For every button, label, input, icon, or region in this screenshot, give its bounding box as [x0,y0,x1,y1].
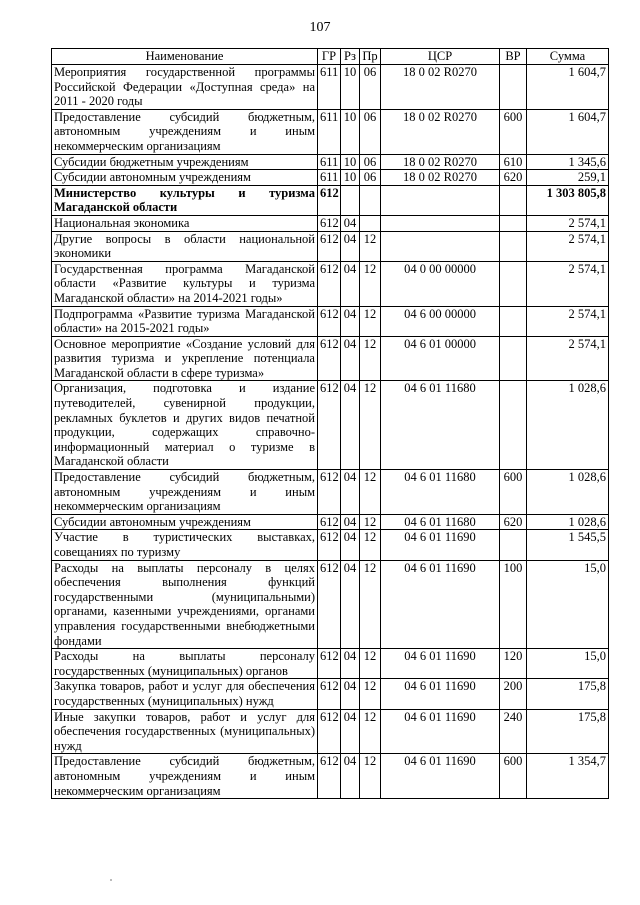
row-csr-cell: 04 6 01 11690 [381,560,500,649]
row-vr-cell: 620 [500,514,527,530]
row-gr-cell: 612 [318,306,341,336]
row-sum-cell: 1 028,6 [527,514,609,530]
row-gr-cell: 611 [318,170,341,186]
row-sum-cell: 1 028,6 [527,381,609,470]
row-pr-cell: 12 [360,514,381,530]
row-pr-cell: 12 [360,336,381,381]
row-csr-cell [381,185,500,215]
row-rz-cell [341,185,360,215]
row-rz-cell: 04 [341,215,360,231]
row-gr-cell: 612 [318,261,341,306]
table-header-row [52,49,609,65]
row-vr-cell [500,231,527,261]
row-name-cell: Мероприятия государственной программы Российской Федерации «Доступная среда» на 2011 - 2020 годы [52,65,318,110]
row-vr-cell: 600 [500,109,527,154]
row-name-cell: Министерство культуры и туризма Магаданской области [52,185,318,215]
header-vr: ВР [500,49,527,65]
row-sum-cell: 2 574,1 [527,261,609,306]
row-gr-cell: 612 [318,185,341,215]
row-rz-cell: 04 [341,336,360,381]
row-csr-cell [381,215,500,231]
row-name-cell: Основное мероприятие «Создание условий для развития туризма и укрепление потенциала Магаданской области в сфере туризма» [52,336,318,381]
row-pr-cell: 12 [360,649,381,679]
table-row [52,65,609,110]
row-rz-cell: 04 [341,649,360,679]
row-csr-cell: 04 6 01 11690 [381,709,500,754]
row-csr-cell: 04 6 01 11690 [381,679,500,709]
table-row [52,215,609,231]
row-csr-cell: 04 6 01 11690 [381,530,500,560]
row-rz-cell: 10 [341,154,360,170]
table-row [52,560,609,649]
row-pr-cell: 12 [360,530,381,560]
row-vr-cell: 620 [500,170,527,186]
row-gr-cell: 612 [318,649,341,679]
row-gr-cell: 611 [318,109,341,154]
row-sum-cell: 1 604,7 [527,109,609,154]
row-vr-cell: 100 [500,560,527,649]
row-vr-cell [500,261,527,306]
page-number: 107 [309,20,331,35]
row-name-cell: Другие вопросы в области национальной экономики [52,231,318,261]
header-rz: Рз [341,49,360,65]
row-rz-cell: 10 [341,65,360,110]
row-name-cell: Национальная экономика [52,215,318,231]
row-sum-cell: 1 545,5 [527,530,609,560]
row-gr-cell: 612 [318,336,341,381]
row-sum-cell: 1 303 805,8 [527,185,609,215]
row-name-cell: Предоставление субсидий бюджетным, автономным учреждениям и иным некоммерческим организациям [52,470,318,515]
row-name-cell: Расходы на выплаты персоналу в целях обеспечения выполнения функций государственными (муниципальными) органами, казенными учреждениями, органами управления государственными внебюджетными фондами [52,560,318,649]
row-gr-cell: 612 [318,530,341,560]
row-gr-cell: 612 [318,709,341,754]
row-gr-cell: 612 [318,381,341,470]
row-vr-cell: 120 [500,649,527,679]
row-pr-cell: 12 [360,754,381,799]
row-csr-cell: 04 6 01 11680 [381,381,500,470]
row-pr-cell: 12 [360,679,381,709]
row-vr-cell: 240 [500,709,527,754]
row-name-cell: Субсидии бюджетным учреждениям [52,154,318,170]
row-sum-cell: 2 574,1 [527,306,609,336]
row-pr-cell: 12 [360,306,381,336]
row-csr-cell: 18 0 02 R0270 [381,65,500,110]
header-name: Наименование [52,49,318,65]
row-rz-cell: 04 [341,754,360,799]
row-rz-cell: 10 [341,109,360,154]
row-csr-cell: 04 6 01 11690 [381,754,500,799]
table-row [52,231,609,261]
row-vr-cell [500,65,527,110]
row-vr-cell: 200 [500,679,527,709]
header-csr: ЦСР [381,49,500,65]
row-vr-cell [500,215,527,231]
table-row [52,261,609,306]
row-sum-cell: 259,1 [527,170,609,186]
row-pr-cell: 12 [360,470,381,515]
row-csr-cell: 18 0 02 R0270 [381,109,500,154]
row-rz-cell: 04 [341,679,360,709]
row-gr-cell: 612 [318,754,341,799]
row-name-cell: Расходы на выплаты персоналу государственных (муниципальных) органов [52,649,318,679]
row-csr-cell: 04 6 00 00000 [381,306,500,336]
row-rz-cell: 04 [341,514,360,530]
row-rz-cell: 04 [341,306,360,336]
row-rz-cell: 04 [341,709,360,754]
table-row [52,530,609,560]
row-gr-cell: 612 [318,679,341,709]
row-pr-cell: 06 [360,109,381,154]
row-sum-cell: 1 604,7 [527,65,609,110]
row-pr-cell: 12 [360,261,381,306]
row-vr-cell: 610 [500,154,527,170]
row-csr-cell: 04 6 01 11680 [381,514,500,530]
table-row [52,754,609,799]
row-vr-cell [500,381,527,470]
row-csr-cell: 04 0 00 00000 [381,261,500,306]
row-pr-cell: 12 [360,560,381,649]
row-sum-cell: 175,8 [527,679,609,709]
row-vr-cell: 600 [500,754,527,799]
row-gr-cell: 612 [318,470,341,515]
row-csr-cell: 04 6 01 11690 [381,649,500,679]
row-gr-cell: 612 [318,560,341,649]
row-gr-cell: 612 [318,514,341,530]
table-row [52,514,609,530]
row-sum-cell: 2 574,1 [527,336,609,381]
table-row [52,679,609,709]
table-row [52,185,609,215]
table-row [52,381,609,470]
row-name-cell: Субсидии автономным учреждениям [52,514,318,530]
row-pr-cell: 06 [360,154,381,170]
row-vr-cell [500,306,527,336]
table-row [52,306,609,336]
row-name-cell: Участие в туристических выставках, совещаниях по туризму [52,530,318,560]
row-sum-cell: 15,0 [527,560,609,649]
row-csr-cell: 04 6 01 00000 [381,336,500,381]
header-gr: ГР [318,49,341,65]
row-rz-cell: 10 [341,170,360,186]
row-gr-cell: 611 [318,154,341,170]
row-pr-cell: 06 [360,65,381,110]
row-name-cell: Государственная программа Магаданской области «Развитие культуры и туризма Магаданской области» на 2014-2021 годы» [52,261,318,306]
row-rz-cell: 04 [341,470,360,515]
row-pr-cell [360,215,381,231]
row-gr-cell: 611 [318,65,341,110]
row-pr-cell: 12 [360,381,381,470]
header-sum: Сумма [527,49,609,65]
table-row [52,649,609,679]
row-rz-cell: 04 [341,381,360,470]
table-row [52,470,609,515]
row-sum-cell: 2 574,1 [527,231,609,261]
row-name-cell: Закупка товаров, работ и услуг для обеспечения государственных (муниципальных) нужд [52,679,318,709]
row-name-cell: Предоставление субсидий бюджетным, автономным учреждениям и иным некоммерческим организациям [52,754,318,799]
row-gr-cell: 612 [318,231,341,261]
row-name-cell: Подпрограмма «Развитие туризма Магаданской области» на 2015-2021 годы» [52,306,318,336]
row-name-cell: Организация, подготовка и издание путеводителей, сувенирной продукции, рекламных буклетов и других видов печатной продукции, содержащих справочно-информационный материал о туризме в Магаданской области [52,381,318,470]
row-sum-cell: 1 028,6 [527,470,609,515]
header-pr: Пр [360,49,381,65]
row-rz-cell: 04 [341,231,360,261]
row-vr-cell [500,185,527,215]
row-rz-cell: 04 [341,560,360,649]
row-sum-cell: 1 345,6 [527,154,609,170]
row-name-cell: Субсидии автономным учреждениям [52,170,318,186]
row-pr-cell [360,185,381,215]
scan-speck [110,879,112,881]
table-row [52,109,609,154]
row-pr-cell: 12 [360,231,381,261]
row-rz-cell: 04 [341,261,360,306]
row-vr-cell [500,336,527,381]
row-rz-cell: 04 [341,530,360,560]
row-sum-cell: 175,8 [527,709,609,754]
row-name-cell: Предоставление субсидий бюджетным, автономным учреждениям и иным некоммерческим организациям [52,109,318,154]
row-csr-cell: 18 0 02 R0270 [381,170,500,186]
row-vr-cell [500,530,527,560]
row-pr-cell: 06 [360,170,381,186]
row-sum-cell: 15,0 [527,649,609,679]
row-csr-cell [381,231,500,261]
row-csr-cell: 04 6 01 11680 [381,470,500,515]
table-row [52,336,609,381]
table-row [52,154,609,170]
table-row [52,170,609,186]
row-sum-cell: 1 354,7 [527,754,609,799]
row-sum-cell: 2 574,1 [527,215,609,231]
row-gr-cell: 612 [318,215,341,231]
budget-table [51,48,609,799]
row-vr-cell: 600 [500,470,527,515]
row-pr-cell: 12 [360,709,381,754]
row-name-cell: Иные закупки товаров, работ и услуг для обеспечения государственных (муниципальных) нужд [52,709,318,754]
table-row [52,709,609,754]
row-csr-cell: 18 0 02 R0270 [381,154,500,170]
